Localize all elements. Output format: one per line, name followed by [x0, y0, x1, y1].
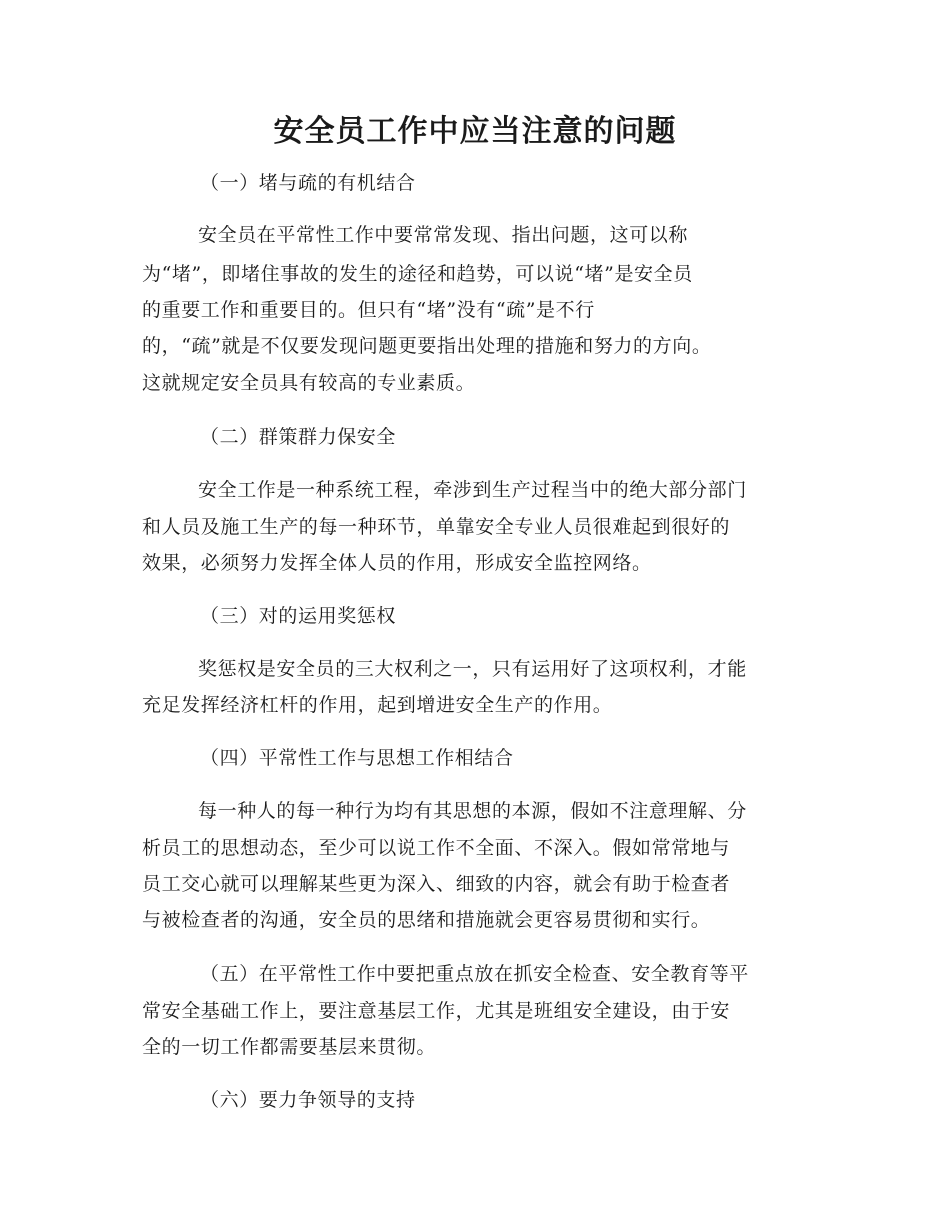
- paragraph-line: 安全工作是一种系统工程，牵涉到生产过程当中的绝大部分部门: [198, 479, 747, 501]
- section-heading: （三）对的运用奖惩权: [200, 605, 397, 627]
- paragraph-line: （五）在平常性工作中要把重点放在抓安全检查、安全教育等平: [200, 963, 749, 985]
- paragraph-line: 效果，必须努力发挥全体人员的作用，形成安全监控网络。: [142, 552, 652, 574]
- section-heading: （四）平常性工作与思想工作相结合: [200, 747, 514, 769]
- paragraph-line: 每一种人的每一种行为均有其思想的本源，假如不注意理解、分: [198, 800, 747, 822]
- paragraph-line: 全的一切工作都需要基层来贯彻。: [142, 1036, 437, 1058]
- section-heading: （二）群策群力保安全: [200, 426, 397, 448]
- paragraph-line: 员工交心就可以理解某些更为深入、细致的内容，就会有助于检查者: [142, 873, 731, 895]
- section-heading: （一）堵与疏的有机结合: [200, 172, 416, 194]
- section-heading: （六）要力争领导的支持: [200, 1089, 416, 1111]
- document-title: 安全员工作中应当注意的问题: [273, 114, 677, 149]
- paragraph-line: 析员工的思想动态，至少可以说工作不全面、不深入。假如常常地与: [142, 837, 731, 859]
- paragraph-line: 安全员在平常性工作中要常常发现、指出问题，这可以称: [198, 224, 689, 246]
- paragraph-line: 为“堵”，即堵住事故的发生的途径和趋势，可以说“堵”是安全员: [142, 263, 693, 285]
- paragraph-line: 与被检查者的沟通，安全员的思绪和措施就会更容易贯彻和实行。: [142, 909, 711, 931]
- paragraph-line: 这就规定安全员具有较高的专业素质。: [142, 372, 476, 394]
- paragraph-line: 的，“疏”就是不仅要发现问题更要指出处理的措施和努力的方向。: [142, 335, 712, 357]
- paragraph-line: 奖惩权是安全员的三大权利之一，只有运用好了这项权利，才能: [198, 658, 747, 680]
- paragraph-line: 常安全基础工作上，要注意基层工作，尤其是班组安全建设，由于安: [142, 1000, 731, 1022]
- paragraph-line: 的重要工作和重要目的。但只有“堵”没有“疏”是不行: [142, 299, 595, 321]
- paragraph-line: 和人员及施工生产的每一种环节，单靠安全专业人员很难起到很好的: [142, 516, 731, 538]
- paragraph-line: 充足发挥经济杠杆的作用，起到增进安全生产的作用。: [142, 694, 613, 716]
